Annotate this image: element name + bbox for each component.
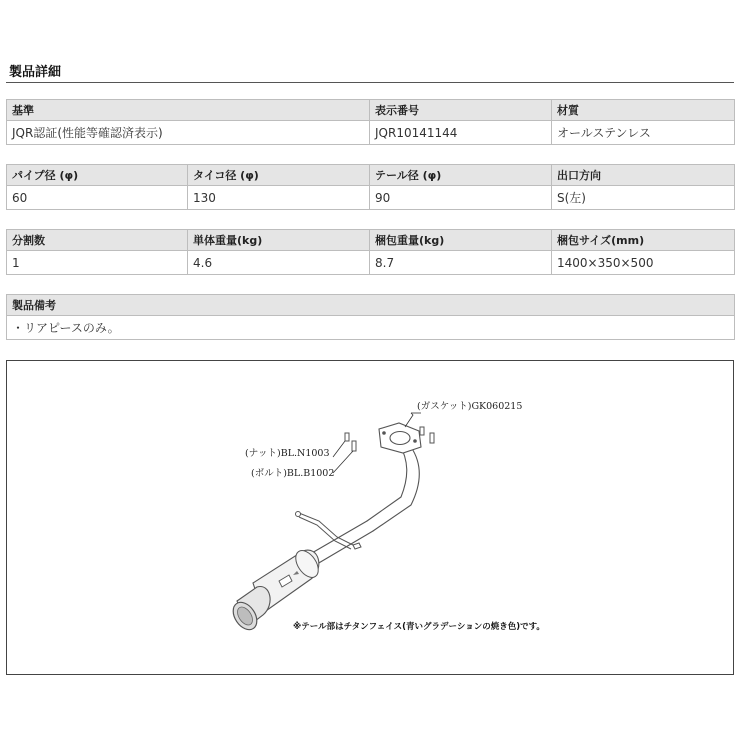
header-pieces: 分割数 <box>7 230 188 251</box>
value-tail-diameter: 90 <box>370 186 552 210</box>
exhaust-diagram <box>7 361 733 674</box>
table-row <box>7 251 735 275</box>
header-tail-diameter: テール径 (φ) <box>370 165 552 186</box>
table-row <box>7 186 735 210</box>
pipe-mid-edge-top <box>305 521 367 557</box>
value-product-notes: ・リアピースのみ。 <box>7 316 735 340</box>
table-row <box>7 121 735 145</box>
standard-table <box>6 99 735 145</box>
notes-table <box>6 294 735 340</box>
table-header-row <box>7 230 735 251</box>
gasket-label: (ガスケット)GK060215 <box>417 401 523 412</box>
weights-table <box>6 229 735 275</box>
tail-tip <box>228 587 270 635</box>
header-muffler-diameter: タイコ径 (φ) <box>188 165 370 186</box>
table-header-row <box>7 165 735 186</box>
value-unit-weight: 4.6 <box>188 251 370 275</box>
value-exit-direction: S(左) <box>552 186 735 210</box>
value-muffler-diameter: 130 <box>188 186 370 210</box>
header-material: 材質 <box>552 100 735 121</box>
bolt-label: (ボルト)BL.B1002 <box>251 468 335 479</box>
value-package-size: 1400×350×500 <box>552 251 735 275</box>
title-divider <box>6 82 734 83</box>
nut-label: (ナット)BL.N1003 <box>245 448 330 459</box>
value-pieces: 1 <box>7 251 188 275</box>
pipe-mid-edge-bottom <box>312 531 373 567</box>
value-standard: JQR認証(性能等確認済表示) <box>7 121 370 145</box>
dimensions-table <box>6 164 735 210</box>
table-row <box>7 316 735 340</box>
header-package-weight: 梱包重量(kg) <box>370 230 552 251</box>
page-title: 製品詳細 <box>9 65 62 80</box>
gasket-flange <box>379 423 421 453</box>
tail-note: ※テール部はチタンフェイス(青いグラデーションの焼き色)です。 <box>293 622 545 632</box>
header-standard: 基準 <box>7 100 370 121</box>
header-pipe-diameter: パイプ径 (φ) <box>7 165 188 186</box>
table-header-row <box>7 295 735 316</box>
value-pipe-diameter: 60 <box>7 186 188 210</box>
header-package-size: 梱包サイズ(mm) <box>552 230 735 251</box>
value-package-weight: 8.7 <box>370 251 552 275</box>
header-product-notes: 製品備考 <box>7 295 735 316</box>
value-material: オールステンレス <box>552 121 735 145</box>
value-display-number: JQR10141144 <box>370 121 552 145</box>
table-header-row <box>7 100 735 121</box>
header-unit-weight: 単体重量(kg) <box>188 230 370 251</box>
pipe-lower-edge <box>373 447 419 531</box>
product-diagram <box>6 360 734 675</box>
header-display-number: 表示番号 <box>370 100 552 121</box>
header-exit-direction: 出口方向 <box>552 165 735 186</box>
pipe-upper-edge <box>367 443 407 521</box>
